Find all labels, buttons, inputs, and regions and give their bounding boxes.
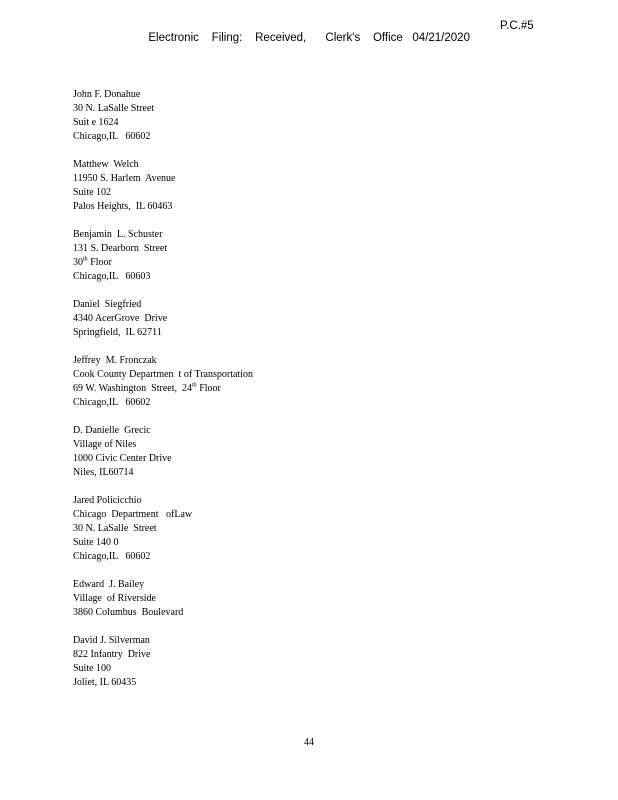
address-line: Village of Riverside [73,593,156,604]
address-line: Suite 140 0 [73,537,119,548]
address-line: Palos Heights, IL 60463 [73,201,173,212]
address-block [73,158,253,214]
address-line: 11950 S. Harlem Avenue [73,173,176,184]
address-block [73,228,253,284]
address-line: 1000 Civic Center Drive [73,453,172,464]
address-line-text: Floor [87,257,112,268]
address-line: Suite 102 [73,187,112,198]
address-line [73,256,253,270]
address-line: Suite 100 [73,663,112,674]
address-line-text: Floor [196,383,221,394]
address-line: Village of Niles [73,439,137,450]
page-number: 44 [304,737,314,748]
ordinal-suffix: th [83,256,88,263]
address-line-text: 30 [73,257,83,268]
filing-header [142,20,534,56]
address-line: Springfield, IL 62711 [73,327,162,338]
address-block [73,424,253,480]
address-line-text: 69 W. Washington Street, 24 [73,383,193,394]
address-line: Cook County Departmen t of Transportation [73,369,253,380]
address-line: 30 N. LaSalle Street [73,103,155,114]
address-line: Matthew Welch [73,159,139,170]
address-line: 4340 AcerGrove Drive [73,313,168,324]
address-line: Chicago,IL 60602 [73,551,151,562]
address-block [73,634,253,690]
address-line: 30 N. LaSalle Street [73,523,157,534]
address-line: Niles, IL60714 [73,467,134,478]
address-line: Chicago Department ofLaw [73,509,193,520]
address-line: Daniel Siegfried [73,299,142,310]
address-block [73,298,253,340]
address-line: 131 S. Dearborn Street [73,243,168,254]
address-block [73,354,253,410]
address-line: Benjamin L. Schuster [73,229,163,240]
address-line: Chicago,IL 60602 [73,397,151,408]
address-line: Chicago,IL 60602 [73,131,151,142]
address-block [73,494,253,564]
address-block [73,578,253,620]
address-line: 822 Infantry Drive [73,649,151,660]
filing-stamp-text: Electronic Filing: Received, Clerk's Office 04/21/2020 [148,32,470,44]
ordinal-suffix: th [192,382,197,389]
address-line: D. Danielle Grecic [73,425,151,436]
address-line: Chicago,IL 60603 [73,271,151,282]
address-line: Suit e 1624 [73,117,119,128]
public-comment-number: P.C.#5 [500,20,534,32]
address-line: Jeffrey M. Fronczak [73,355,157,366]
address-line: 3860 Columbus Boulevard [73,607,184,618]
address-line: Joliet, IL 60435 [73,677,137,688]
address-line [73,382,253,396]
address-line: John F. Donahue [73,89,141,100]
address-line: Jared Policicchio [73,495,142,506]
address-block [73,88,253,144]
service-list [73,88,253,704]
address-line: Edward J. Bailey [73,579,145,590]
address-line: David J. Silverman [73,635,150,646]
